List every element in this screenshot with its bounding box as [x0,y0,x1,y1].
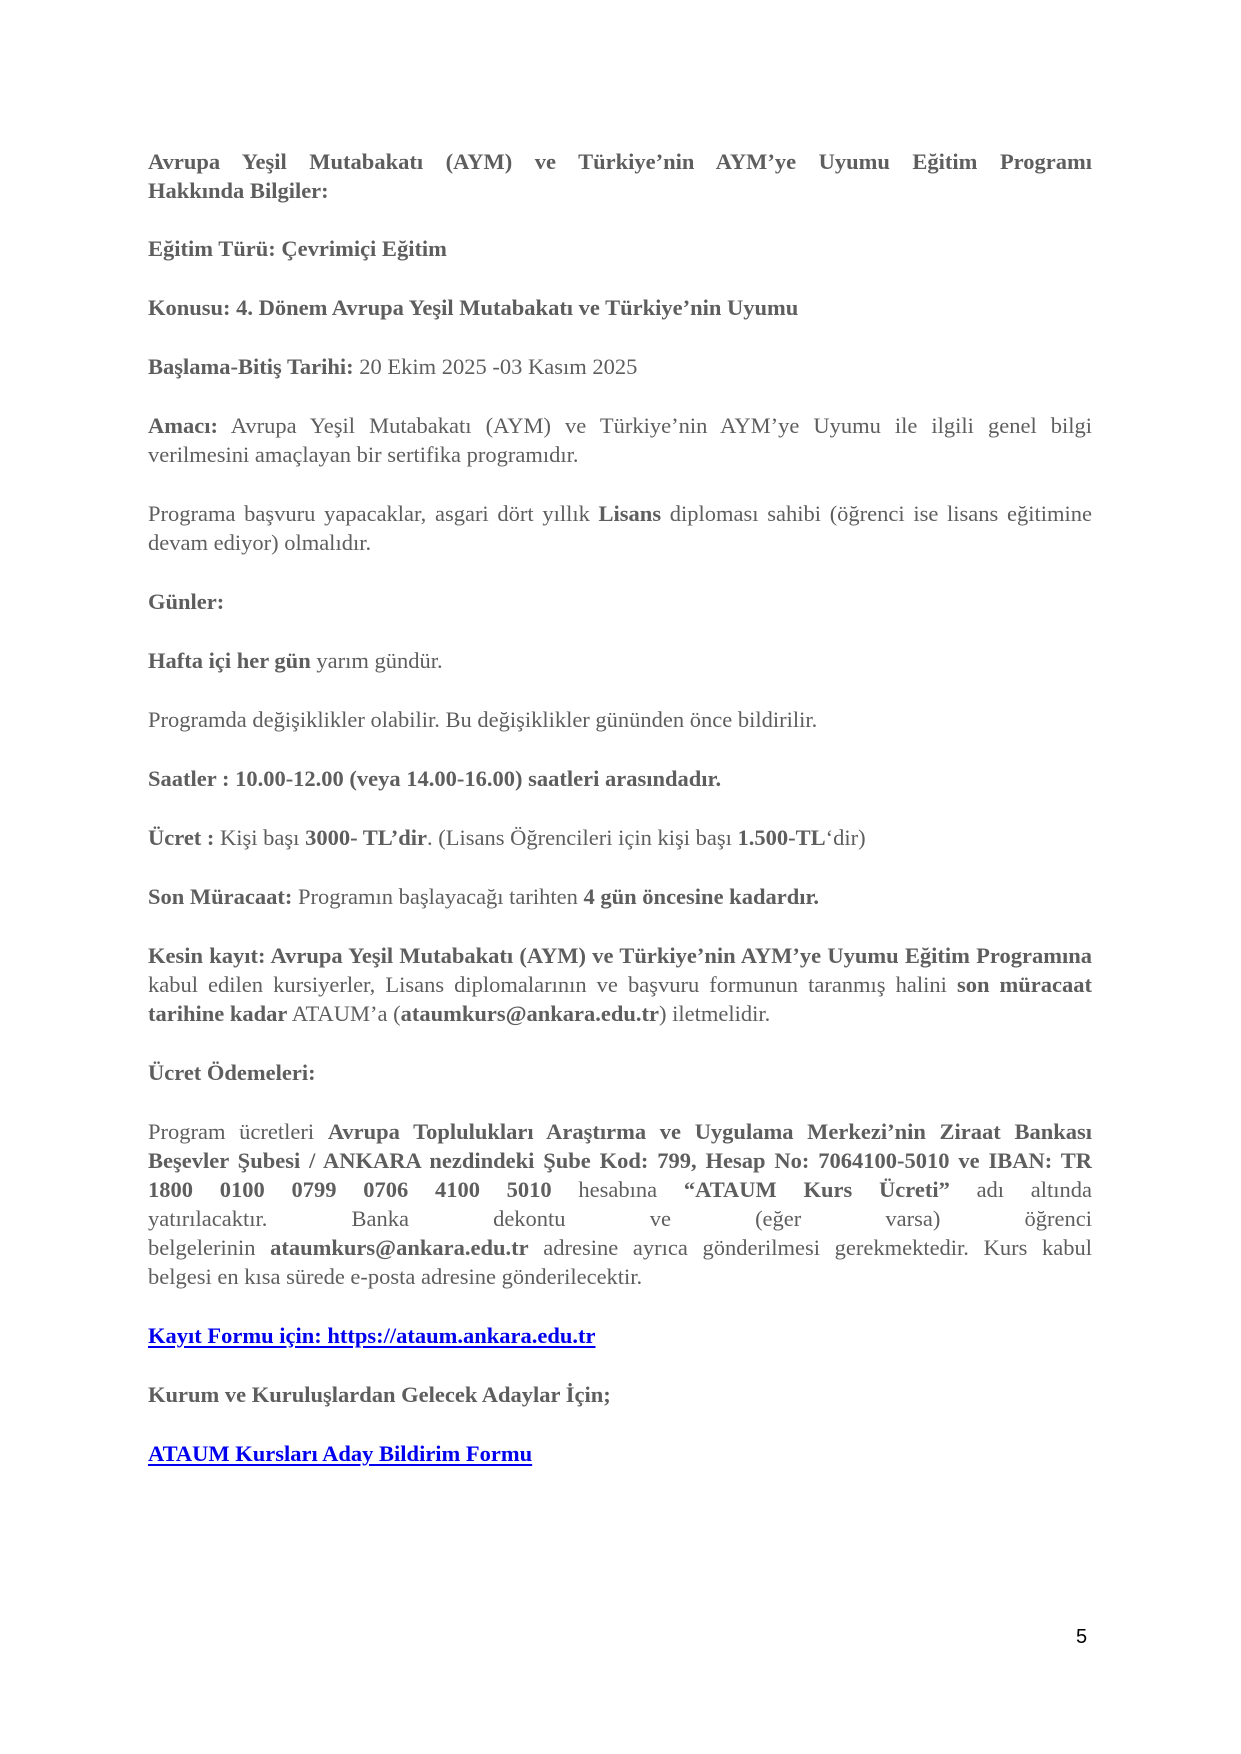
deadline: Son Müracaat: Programın başlayacağı tarihten 4 gün öncesine kadardır. [148,884,820,909]
institutions-heading: Kurum ve Kuruluşlardan Gelecek Adaylar İçin; [148,1382,611,1407]
hours: Saatler : 10.00-12.00 (veya 14.00-16.00) saatleri arasındadır. [148,766,722,791]
payment-paragraph-end: belgelerinin ataumkurs@ankara.edu.tr adresine ayrıca gönderilmesi gerekmektedir. Kurs kabul belgesi en kısa sürede e-posta adresine gönderilecektir. [148,1235,1092,1289]
date-value: 20 Ekim 2025 -03 Kasım 2025 [353,354,638,379]
changes-note: Programda değişiklikler olabilir. Bu değişiklikler gününden önce bildirilir. [148,707,818,732]
purpose-text: Avrupa Yeşil Mutabakatı (AYM) ve Türkiye’nin AYM’ye Uyumu ile ilgili genel bilgi verilmesini amaçlayan bir sertifika programıdır. [148,413,1092,467]
fee-label: Ücret : [148,825,215,850]
deadline-label: Son Müracaat: [148,884,293,909]
topic: Konusu: 4. Dönem Avrupa Yeşil Mutabakatı ve Türkiye’nin Uyumu [148,295,799,320]
date-label: Başlama-Bitiş Tarihi: [148,354,354,379]
days-heading: Günler: [148,589,225,614]
payment-details [148,1117,1092,1291]
candidate-notification-form-link[interactable]: ATAUM Kursları Aday Bildirim Formu [148,1441,533,1466]
purpose-label: Amacı: [148,413,218,438]
candidate-form-line [148,1439,1092,1468]
title-line-2: Hakkında Bilgiler: [148,178,329,203]
payment-paragraph-main: Program ücretleri Avrupa Toplulukları Araştırma ve Uygulama Merkezi’nin Ziraat Bankası Beşevler Şubesi / ANKARA nezdindeki Şube Kod: 799, Hesap No: 7064100-5010 ve IBAN: TR 1800 0100 0799 0706 4100 5010 hesabına “ATAUM Kurs Ücreti” adı altında [148,1119,1093,1202]
title-line-1: Avrupa Yeşil Mutabakatı (AYM) ve Türkiye’nin AYM’ye Uyumu Eğitim Programı [148,149,1092,174]
registration-form-line [148,1321,1092,1350]
date-range [148,352,1092,381]
weekdays-info: Hafta içi her gün yarım gündür. [148,648,443,673]
payment-spread-line: yatırılacaktır. Banka dekontu ve (eğer varsa) öğrenci [148,1206,1092,1231]
student-fee-amount: 1.500-TL [737,825,826,850]
contact-email: ataumkurs@ankara.edu.tr [400,1001,660,1026]
fee: Ücret : Kişi başı 3000- TL’dir. (Lisans Öğrencileri için kişi başı 1.500-TL‘dir) [148,825,866,850]
document-body [148,147,1092,1498]
document-title [148,147,1092,205]
fee-amount: 3000- TL’dir [305,825,427,850]
bank-details: Avrupa Toplulukları Araştırma ve Uygulama Merkezi’nin Ziraat Bankası Beşevler Şubesi / ANKARA nezdindeki Şube Kod: 799, Hesap No: 7064100-5010 ve IBAN: TR 1800 0100 0799 0706 4100 5010 [148,1119,1092,1202]
final-registration: Kesin kayıt: Avrupa Yeşil Mutabakatı (AYM) ve Türkiye’nin AYM’ye Uyumu Eğitim Programına kabul edilen kursiyerler, Lisans diplomalarının ve başvuru formunun taranmış halini son müracaat tarihine kadar ATAUM’a (ataumkurs@ankara.edu.tr) iletmelidir. [148,943,1092,1026]
training-type: Eğitim Türü: Çevrimiçi Eğitim [148,236,447,261]
payment-email: ataumkurs@ankara.edu.tr [270,1235,529,1260]
registration-form-link[interactable]: Kayıt Formu için: https://ataum.ankara.edu.tr [148,1323,596,1348]
payment-reference: “ATAUM Kurs Ücreti” [683,1177,950,1202]
purpose [148,411,1092,469]
page-number: 5 [1076,1626,1088,1648]
final-registration-label: Kesin kayıt: [148,943,266,968]
application-requirement: Programa başvuru yapacaklar, asgari dört yıllık Lisans diploması sahibi (öğrenci ise lisans eğitimine devam ediyor) olmalıdır. [148,501,1092,555]
payments-heading: Ücret Ödemeleri: [148,1060,316,1085]
